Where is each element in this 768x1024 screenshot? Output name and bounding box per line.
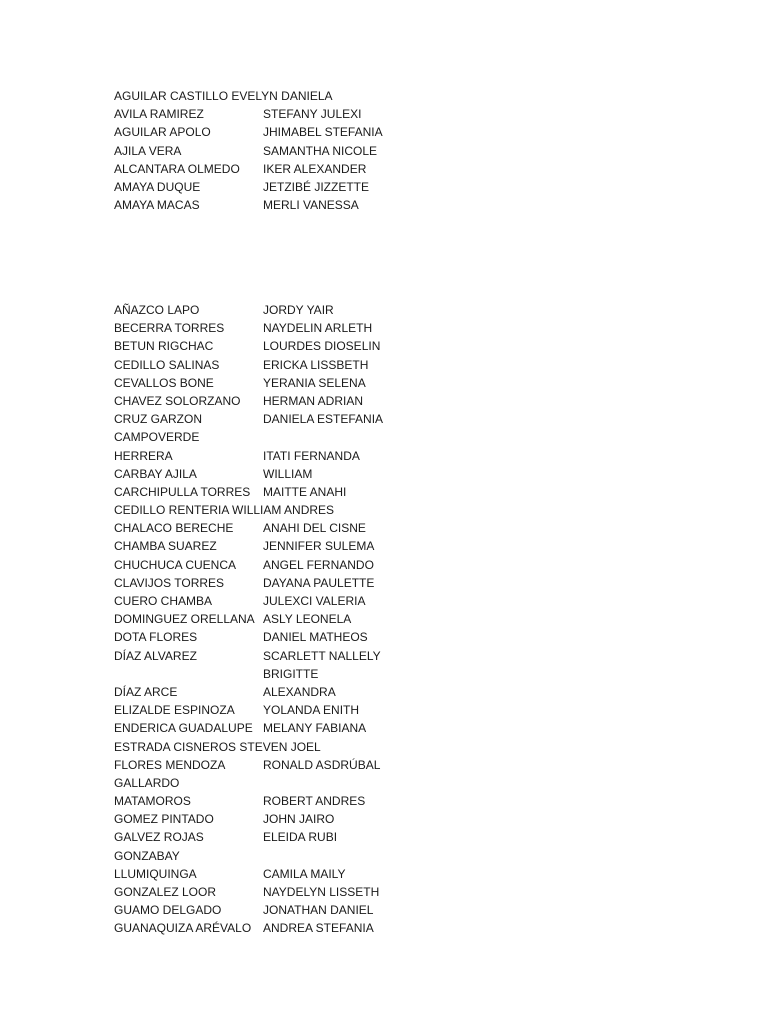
- name-row: [114, 648, 444, 664]
- name-row: [114, 502, 444, 518]
- name-row: [114, 484, 444, 500]
- given-name-cell: MAITTE ANAHI: [263, 484, 347, 499]
- surname-cell: FLORES MENDOZA: [114, 757, 226, 772]
- given-name-cell: YERANIA SELENA: [263, 375, 366, 390]
- name-row: [114, 611, 444, 627]
- given-name-cell: LOURDES DIOSELIN: [263, 339, 381, 354]
- name-row: [114, 320, 444, 336]
- surname-cell: GOMEZ PINTADO: [114, 812, 214, 827]
- surname-cell: HERRERA: [114, 448, 173, 463]
- given-name-cell: ERICKA LISSBETH: [263, 357, 369, 372]
- surname-cell: AGUILAR APOLO: [114, 125, 211, 140]
- name-row: [114, 88, 444, 104]
- name-row: [114, 684, 444, 700]
- given-name-cell: RONALD ASDRÚBAL: [263, 757, 381, 772]
- name-row: [114, 393, 444, 409]
- surname-cell: CHUCHUCA CUENCA: [114, 557, 237, 572]
- name-row: [114, 848, 444, 864]
- given-name-cell: JETZIBÉ JIZZETTE: [263, 179, 370, 194]
- name-row: [114, 411, 444, 427]
- given-name-cell: BRIGITTE: [263, 666, 319, 681]
- surname-cell: CEDILLO RENTERIA WILLIAM ANDRES: [114, 503, 335, 518]
- surname-cell: DOTA FLORES: [114, 630, 198, 645]
- surname-cell: ELIZALDE ESPINOZA: [114, 703, 235, 718]
- given-name-cell: ITATI FERNANDA: [263, 448, 360, 463]
- given-name-cell: JHIMABEL STEFANIA: [263, 125, 383, 140]
- surname-cell: AMAYA DUQUE: [114, 179, 201, 194]
- surname-cell: GUANAQUIZA ARÉVALO: [114, 921, 252, 936]
- surname-cell: CARBAY AJILA: [114, 466, 197, 481]
- surname-cell: AVILA RAMIREZ: [114, 107, 204, 122]
- name-row: [114, 720, 444, 736]
- name-row: [114, 197, 444, 213]
- name-row: [114, 884, 444, 900]
- given-name-cell: YOLANDA ENITH: [263, 703, 360, 718]
- surname-cell: GONZALEZ LOOR: [114, 885, 217, 899]
- surname-cell: AGUILAR CASTILLO EVELYN DANIELA: [114, 89, 333, 103]
- name-row: [114, 793, 444, 809]
- surname-cell: DÍAZ ALVAREZ: [114, 648, 197, 663]
- surname-cell: CEDILLO SALINAS: [114, 357, 220, 372]
- given-name-cell: ASLY LEONELA: [263, 612, 352, 627]
- given-name-cell: DAYANA PAULETTE: [263, 575, 375, 590]
- name-row: [114, 375, 444, 391]
- given-name-cell: JOHN JAIRO: [263, 812, 335, 827]
- name-row: [114, 302, 444, 318]
- surname-cell: BECERRA TORRES: [114, 321, 225, 336]
- name-row: [114, 466, 444, 482]
- surname-cell: AMAYA MACAS: [114, 198, 200, 213]
- name-row: [114, 538, 444, 554]
- name-row: [114, 757, 444, 773]
- name-list-block-2: [114, 302, 444, 939]
- name-row: [114, 520, 444, 536]
- name-row: [114, 666, 444, 682]
- name-row: [114, 338, 444, 354]
- given-name-cell: WILLIAM: [263, 466, 313, 481]
- name-row: [114, 179, 444, 195]
- surname-cell: AJILA VERA: [114, 143, 182, 158]
- surname-cell: GALVEZ ROJAS: [114, 830, 204, 845]
- given-name-cell: NAYDELIN ARLETH: [263, 321, 373, 336]
- name-row: [114, 448, 444, 464]
- name-row: [114, 161, 444, 177]
- surname-cell: CUERO CHAMBA: [114, 594, 213, 608]
- name-row: [114, 593, 444, 609]
- given-name-cell: ANDREA STEFANIA: [263, 921, 374, 936]
- given-name-cell: MERLI VANESSA: [263, 198, 359, 213]
- given-name-cell: JULEXCI VALERIA: [263, 594, 366, 608]
- name-row: [114, 902, 444, 918]
- given-name-cell: STEFANY JULEXI: [263, 107, 362, 122]
- surname-cell: CLAVIJOS TORRES: [114, 575, 225, 590]
- surname-cell: CRUZ GARZON: [114, 412, 202, 427]
- surname-cell: ESTRADA CISNEROS STEVEN JOEL: [114, 739, 321, 754]
- given-name-cell: HERMAN ADRIAN: [263, 393, 364, 408]
- surname-cell: CEVALLOS BONE: [114, 375, 214, 390]
- name-row: [114, 124, 444, 140]
- name-list-block-1: [114, 88, 444, 215]
- surname-cell: GALLARDO: [114, 775, 180, 790]
- name-row: [114, 829, 444, 845]
- given-name-cell: CAMILA MAILY: [263, 866, 346, 881]
- name-row: [114, 811, 444, 827]
- surname-cell: CHAVEZ SOLORZANO: [114, 393, 241, 408]
- surname-cell: DOMINGUEZ ORELLANA: [114, 612, 255, 627]
- given-name-cell: DANIELA ESTEFANIA: [263, 412, 384, 427]
- surname-cell: LLUMIQUINGA: [114, 866, 197, 881]
- name-row: [114, 357, 444, 373]
- given-name-cell: ALEXANDRA: [263, 684, 336, 699]
- surname-cell: GONZABAY: [114, 848, 180, 863]
- given-name-cell: JORDY YAIR: [263, 303, 334, 317]
- given-name-cell: JENNIFER SULEMA: [263, 539, 375, 554]
- given-name-cell: SAMANTHA NICOLE: [263, 143, 378, 158]
- name-row: [114, 739, 444, 755]
- given-name-cell: ANAHI DEL CISNE: [263, 521, 366, 536]
- given-name-cell: SCARLETT NALLELY: [263, 648, 381, 663]
- surname-cell: BETUN RIGCHAC: [114, 339, 214, 354]
- name-row: [114, 702, 444, 718]
- name-row: [114, 557, 444, 573]
- surname-cell: ALCANTARA OLMEDO: [114, 161, 240, 176]
- name-row: [114, 106, 444, 122]
- name-row: [114, 429, 444, 445]
- name-row: [114, 575, 444, 591]
- name-row: [114, 629, 444, 645]
- name-row: [114, 143, 444, 159]
- surname-cell: ENDERICA GUADALUPE: [114, 721, 253, 736]
- given-name-cell: JONATHAN DANIEL: [263, 903, 374, 918]
- surname-cell: GUAMO DELGADO: [114, 903, 222, 918]
- given-name-cell: ANGEL FERNANDO: [263, 557, 374, 572]
- surname-cell: CAMPOVERDE: [114, 430, 200, 445]
- surname-cell: AÑAZCO LAPO: [114, 303, 200, 317]
- surname-cell: DÍAZ ARCE: [114, 684, 178, 699]
- name-row: [114, 920, 444, 936]
- given-name-cell: ELEIDA RUBI: [263, 830, 338, 845]
- given-name-cell: MELANY FABIANA: [263, 721, 367, 736]
- surname-cell: CARCHIPULLA TORRES: [114, 484, 251, 499]
- given-name-cell: ROBERT ANDRES: [263, 794, 366, 809]
- surname-cell: CHALACO BERECHE: [114, 521, 234, 536]
- given-name-cell: IKER ALEXANDER: [263, 161, 367, 176]
- surname-cell: CHAMBA SUAREZ: [114, 539, 217, 554]
- given-name-cell: NAYDELYN LISSETH: [263, 885, 380, 899]
- given-name-cell: DANIEL MATHEOS: [263, 630, 368, 645]
- name-row: [114, 866, 444, 882]
- name-row: [114, 775, 444, 791]
- surname-cell: MATAMOROS: [114, 794, 191, 809]
- surname-cell: [114, 666, 263, 682]
